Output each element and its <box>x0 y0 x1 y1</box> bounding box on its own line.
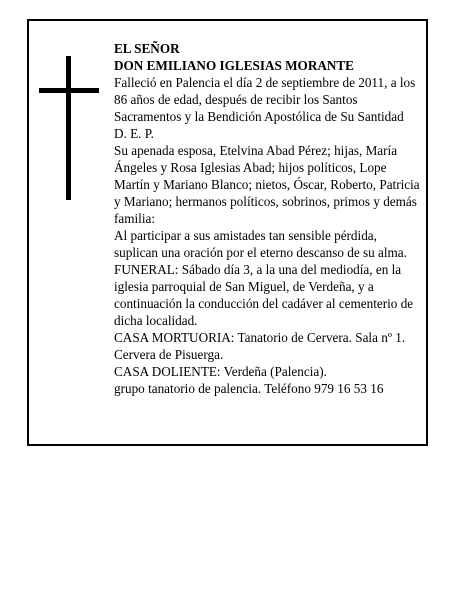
deceased-name: DON EMILIANO IGLESIAS MORANTE <box>114 58 354 73</box>
cross-vertical-bar <box>66 56 71 200</box>
notice-body <box>114 40 424 397</box>
family-list: Su apenada esposa, Etelvina Abad Pérez; hijas, María Ángeles y Rosa Iglesias Abad; hijos políticos, Lope Martín y Mariano Blanco; nietos, Óscar, Roberto, Patricia y Mariano; hermanos políticos, sobrinos, primos y demás familia: <box>114 143 420 226</box>
prayer-request: Al participar a sus amistades tan sensible pérdida, suplican una oración por el eterno descanso de su alma. <box>114 228 407 260</box>
cross-icon <box>39 56 99 200</box>
death-details: Falleció en Palencia el día 2 de septiembre de 2011, a los 86 años de edad, después de recibir los Santos Sacramentos y la Bendición Apostólica de Su Santidad <box>114 75 416 124</box>
contact-info: grupo tanatorio de palencia. Teléfono 979 16 53 16 <box>114 381 384 396</box>
cross-horizontal-bar <box>39 88 99 93</box>
obituary-notice <box>27 19 428 446</box>
mortuary-info: CASA MORTUORIA: Tanatorio de Cervera. Sala nº 1. Cervera de Pisuerga. <box>114 330 406 362</box>
funeral-info: FUNERAL: Sábado día 3, a la una del mediodía, en la iglesia parroquial de San Miguel, de Verdeña, y a continuación la conducción del cadáver al cementerio de dicha localidad. <box>114 262 414 328</box>
rip-line: D. E. P. <box>114 126 154 141</box>
notice-heading: EL SEÑOR <box>114 41 180 56</box>
family-home-info: CASA DOLIENTE: Verdeña (Palencia). <box>114 364 327 379</box>
